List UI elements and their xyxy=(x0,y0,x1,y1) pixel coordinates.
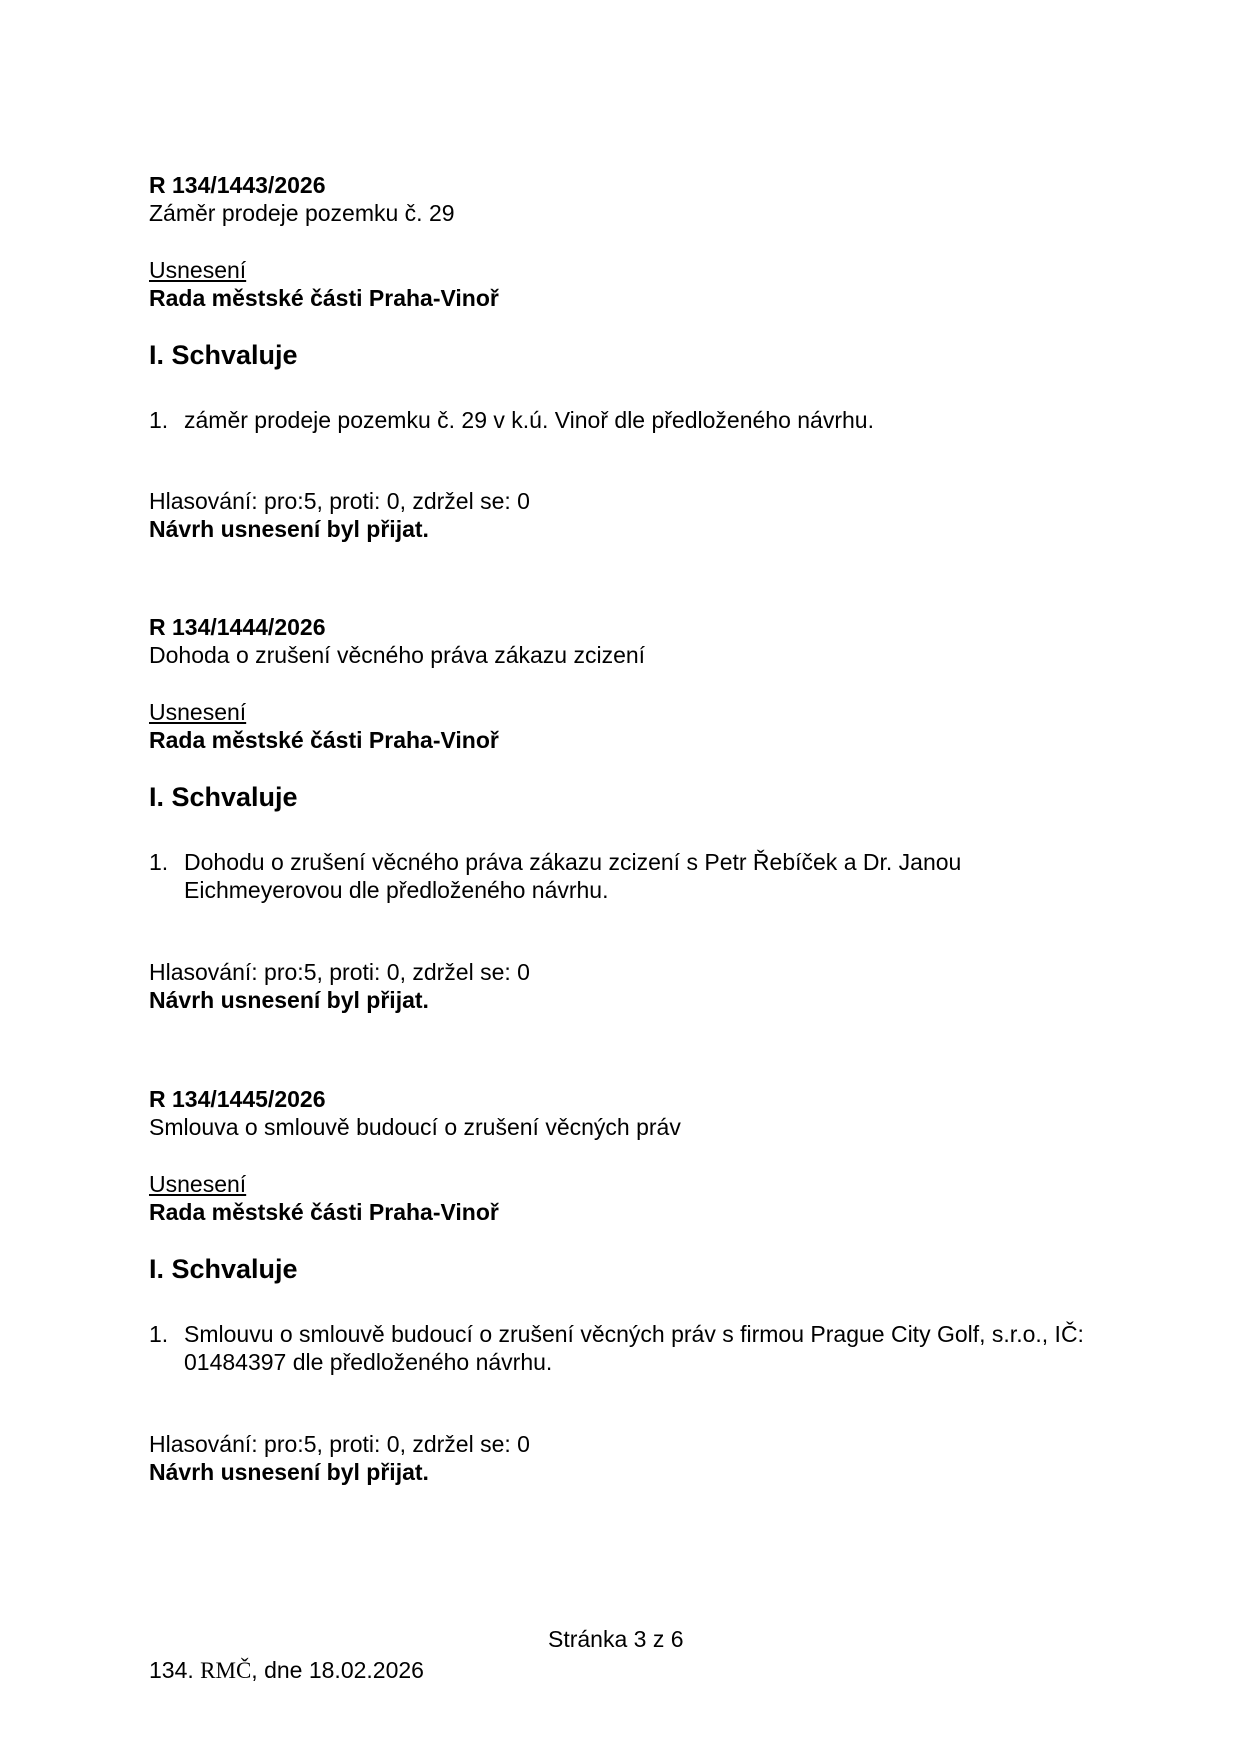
vote-summary: Hlasování: pro:5, proti: 0, zdržel se: 0 xyxy=(149,959,530,985)
resolution-title: Záměr prodeje pozemku č. 29 xyxy=(149,200,455,226)
vote-result: Návrh usnesení byl přijat. xyxy=(149,987,429,1013)
council-name: Rada městské části Praha-Vinoř xyxy=(149,727,499,753)
resolution-title: Dohoda o zrušení věcného práva zákazu zcizení xyxy=(149,642,646,668)
resolution-id: R 134/1444/2026 xyxy=(149,614,326,640)
item-text: Dohodu o zrušení věcného práva zákazu zcizení s Petr Řebíček a Dr. Janou Eichmeyerovou dle předloženého návrhu. xyxy=(184,849,962,903)
council-name: Rada městské části Praha-Vinoř xyxy=(149,1199,499,1225)
item-number: 1. xyxy=(149,407,169,433)
page-number: Stránka 3 z 6 xyxy=(548,1626,684,1652)
vote-summary: Hlasování: pro:5, proti: 0, zdržel se: 0 xyxy=(149,488,530,514)
vote-result: Návrh usnesení byl přijat. xyxy=(149,516,429,542)
usneseni-label: Usnesení xyxy=(149,1171,247,1197)
item-number: 1. xyxy=(149,849,169,875)
section-heading: I. Schvaluje xyxy=(149,782,298,812)
meeting-footer xyxy=(149,1656,424,1685)
vote-result: Návrh usnesení byl přijat. xyxy=(149,1459,429,1485)
list-item xyxy=(149,406,1089,434)
meeting-date: , dne 18.02.2026 xyxy=(251,1657,424,1683)
council-name: Rada městské části Praha-Vinoř xyxy=(149,285,499,311)
resolution-id: R 134/1443/2026 xyxy=(149,172,326,198)
section-heading: I. Schvaluje xyxy=(149,1254,298,1284)
meeting-abbreviation: RMČ xyxy=(200,1658,252,1683)
meeting-number: 134. xyxy=(149,1657,194,1683)
section-heading: I. Schvaluje xyxy=(149,340,298,370)
vote-summary: Hlasování: pro:5, proti: 0, zdržel se: 0 xyxy=(149,1431,530,1457)
list-item xyxy=(149,1320,1089,1376)
resolution-title: Smlouva o smlouvě budoucí o zrušení věcných práv xyxy=(149,1114,681,1140)
item-text: záměr prodeje pozemku č. 29 v k.ú. Vinoř dle předloženého návrhu. xyxy=(184,407,874,433)
resolution-id: R 134/1445/2026 xyxy=(149,1086,326,1112)
item-text: Smlouvu o smlouvě budoucí o zrušení věcných práv s firmou Prague City Golf, s.r.o., IČ: 01484397 dle předloženého návrhu. xyxy=(184,1321,1084,1375)
list-item xyxy=(149,848,1089,904)
usneseni-label: Usnesení xyxy=(149,699,247,725)
item-number: 1. xyxy=(149,1321,169,1347)
usneseni-label: Usnesení xyxy=(149,257,247,283)
